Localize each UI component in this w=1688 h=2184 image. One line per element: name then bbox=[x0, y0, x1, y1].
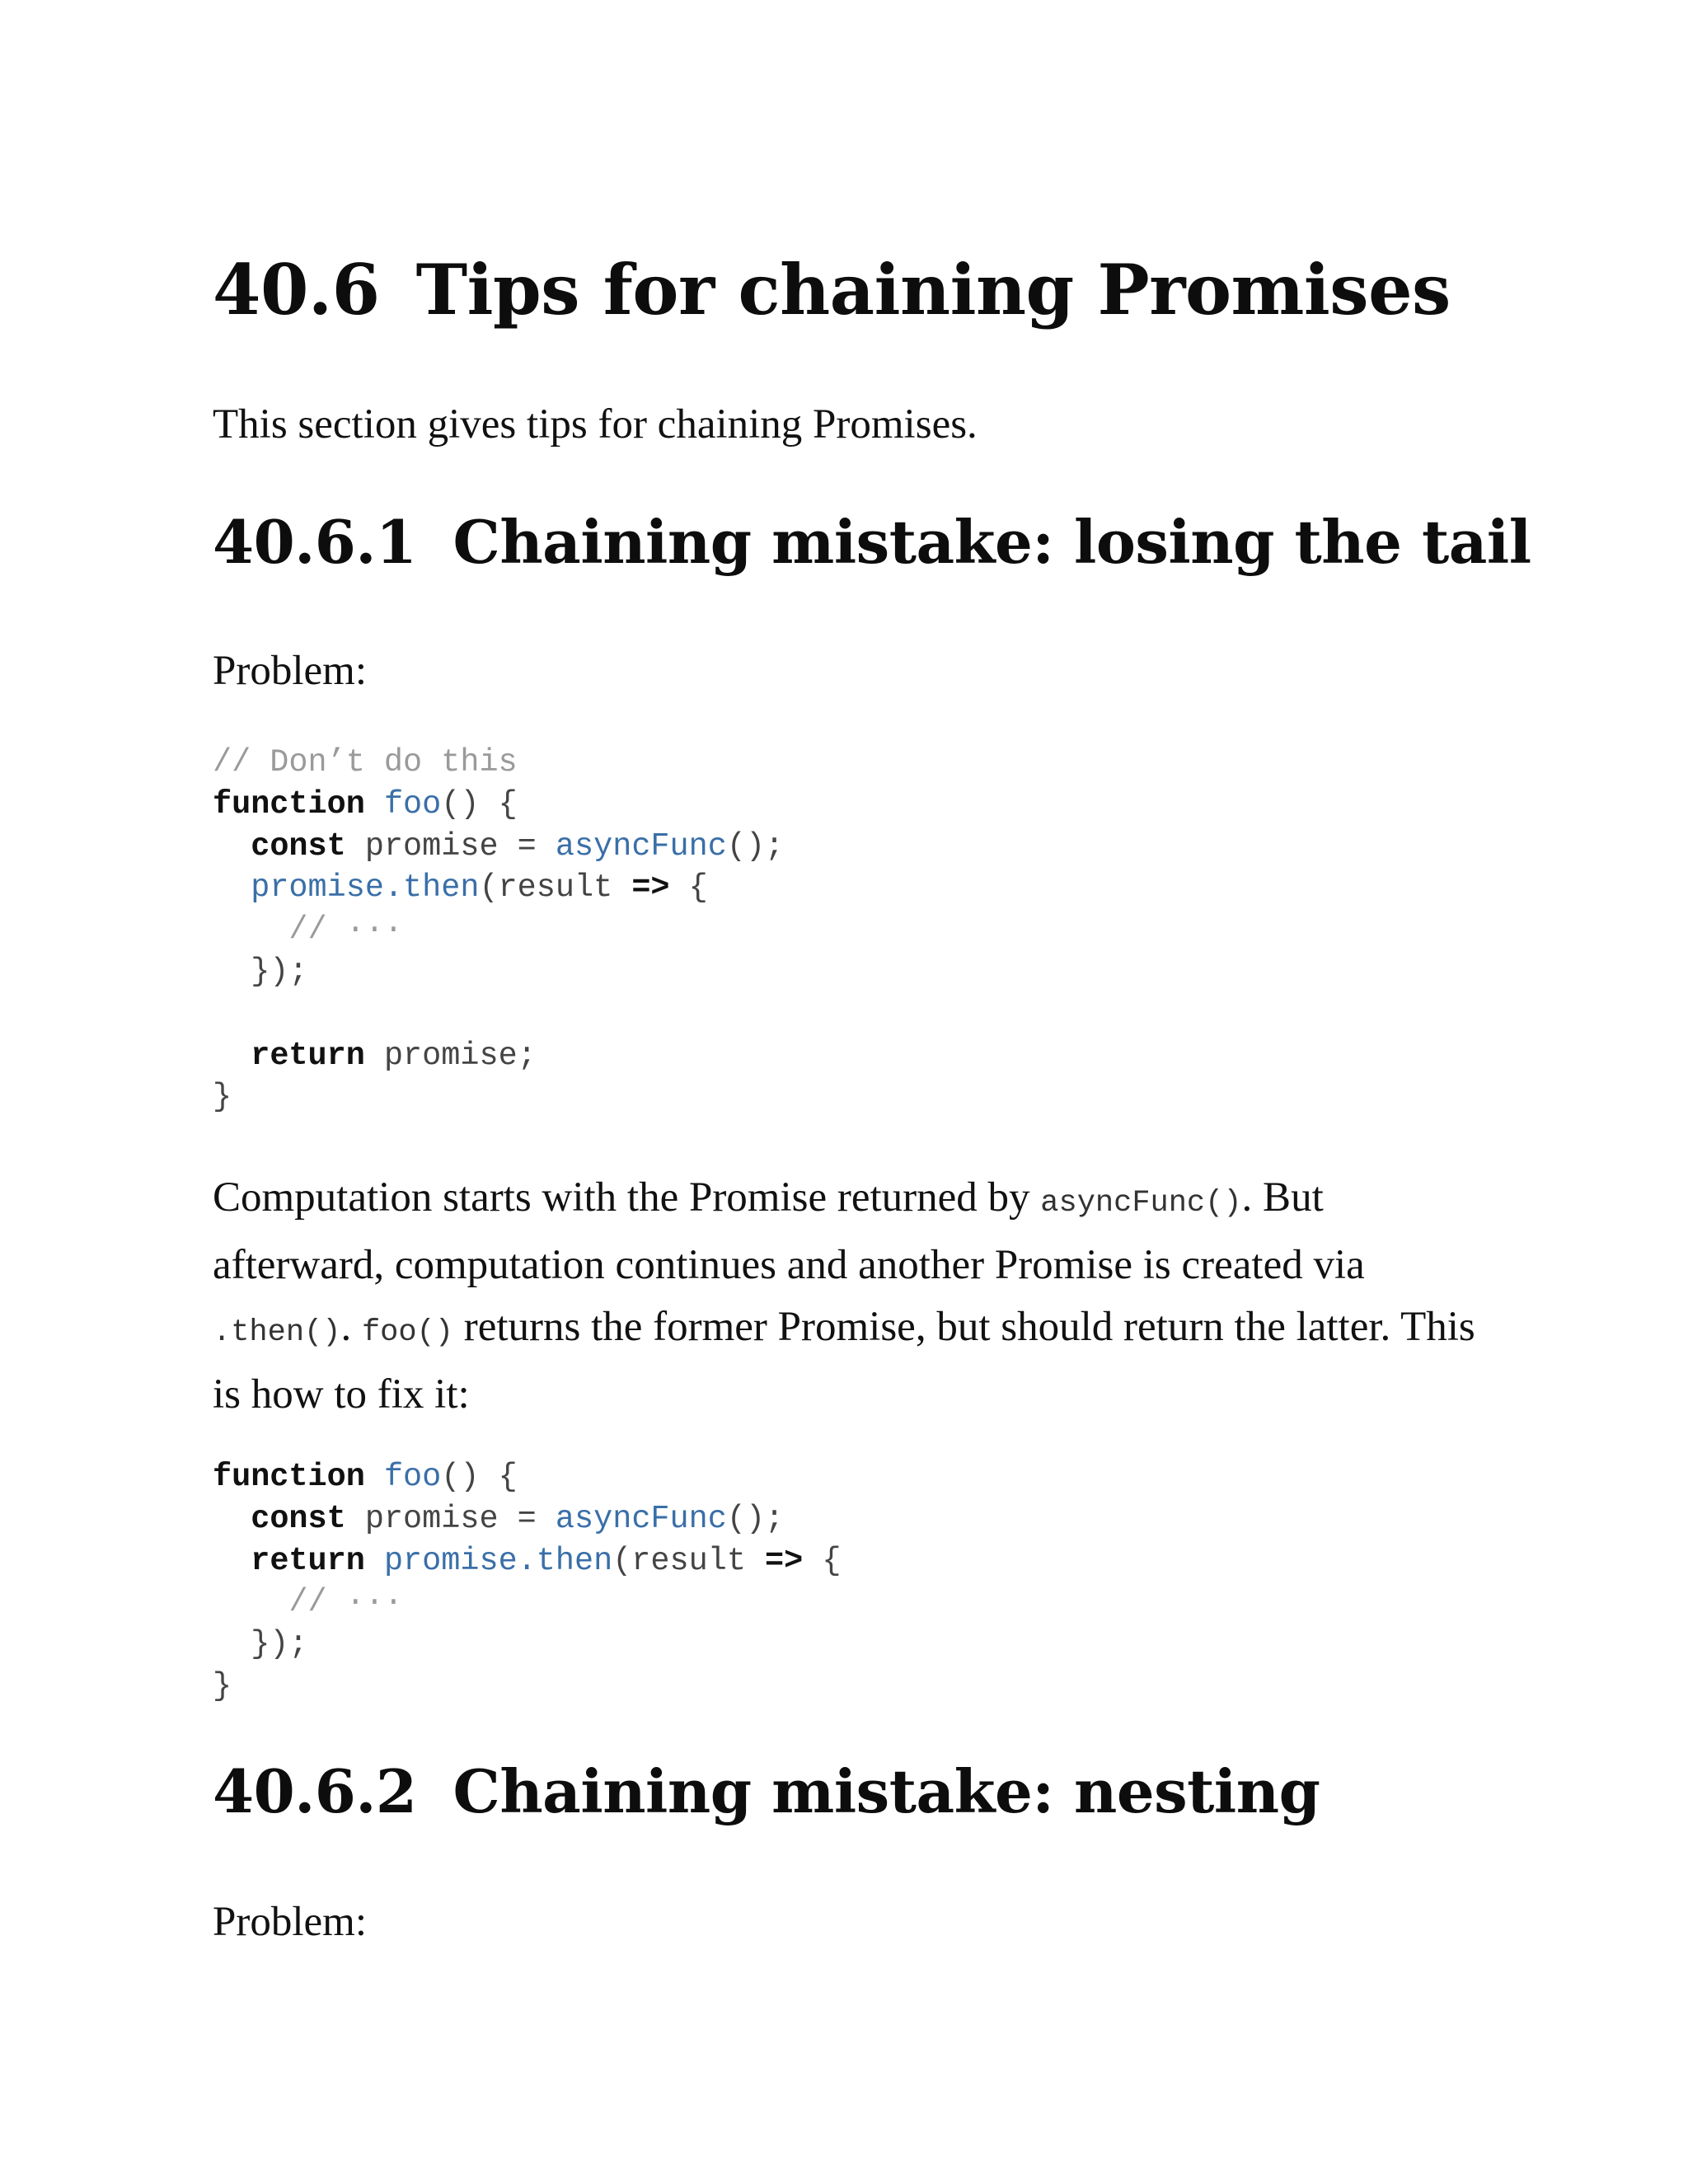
section-heading bbox=[213, 249, 1451, 330]
section-intro: This section gives tips for chaining Promises. bbox=[213, 401, 978, 448]
subsection-1-heading bbox=[213, 507, 1531, 577]
code-token: => bbox=[631, 869, 670, 907]
subsection-2-number: 40.6.2 bbox=[213, 1756, 417, 1826]
code-token: () { bbox=[441, 1459, 518, 1495]
code-line bbox=[213, 1582, 841, 1624]
code-line bbox=[213, 1624, 841, 1666]
problem-label-1: Problem: bbox=[213, 648, 367, 694]
explanation-text-1: Computation starts with the Promise returned by bbox=[213, 1174, 1041, 1221]
section-number: 40.6 bbox=[213, 249, 380, 330]
section-title: Tips for chaining Promises bbox=[415, 249, 1451, 330]
code-line bbox=[213, 1540, 841, 1582]
code-token: foo bbox=[383, 785, 442, 823]
code-line bbox=[213, 1666, 841, 1708]
code-token bbox=[365, 1543, 384, 1579]
code-token: } bbox=[213, 1079, 232, 1116]
code-token: promise = bbox=[345, 827, 556, 865]
code-token: const bbox=[251, 827, 346, 865]
inline-code-asyncfunc: asyncFunc() bbox=[1040, 1186, 1242, 1221]
explanation-text-4: returns the former Promise, but should return the latter. This is how to fix it: bbox=[213, 1304, 1475, 1418]
code-line bbox=[213, 909, 784, 951]
code-token: // ··· bbox=[213, 912, 404, 949]
code-token bbox=[213, 828, 251, 865]
subsection-1-number: 40.6.1 bbox=[213, 507, 417, 577]
code-token: // ··· bbox=[213, 1584, 404, 1621]
code-token: function bbox=[213, 785, 365, 823]
code-line bbox=[213, 826, 784, 868]
code-token: // Don’t do this bbox=[213, 744, 518, 780]
code-block-fix bbox=[213, 1456, 841, 1708]
code-token bbox=[365, 786, 384, 823]
inline-code-then: .then() bbox=[213, 1315, 341, 1350]
subsection-2-title: Chaining mistake: nesting bbox=[452, 1756, 1320, 1826]
code-token: => bbox=[765, 1542, 804, 1579]
code-line bbox=[213, 951, 784, 993]
code-line bbox=[213, 867, 784, 909]
code-token bbox=[213, 1038, 251, 1074]
code-token: promise = bbox=[345, 1500, 556, 1537]
code-token: (); bbox=[726, 1500, 785, 1537]
code-token: return bbox=[251, 1542, 365, 1579]
code-line bbox=[213, 993, 784, 1035]
code-token bbox=[365, 1459, 384, 1495]
code-token: promise.then bbox=[383, 1542, 613, 1579]
problem-label-2: Problem: bbox=[213, 1899, 367, 1945]
code-token: (result bbox=[479, 869, 632, 907]
code-token: }); bbox=[213, 953, 308, 990]
code-line bbox=[213, 784, 784, 826]
explanation-text-2: . But afterward, computation continues and another Promise is created via bbox=[213, 1174, 1365, 1288]
code-token: promise.then bbox=[251, 869, 480, 907]
explanation-paragraph bbox=[213, 1167, 1498, 1426]
code-line bbox=[213, 1035, 784, 1077]
code-token: }); bbox=[213, 1626, 308, 1663]
subsection-2-heading bbox=[213, 1756, 1320, 1826]
code-token: () { bbox=[441, 785, 518, 823]
code-token: } bbox=[213, 1667, 232, 1704]
code-line bbox=[213, 1076, 784, 1118]
code-token: (result bbox=[612, 1542, 766, 1579]
code-token bbox=[213, 1543, 251, 1579]
subsection-1-title: Chaining mistake: losing the tail bbox=[452, 507, 1531, 577]
code-token: asyncFunc bbox=[555, 827, 727, 865]
code-block-problem bbox=[213, 742, 784, 1118]
code-line bbox=[213, 1498, 841, 1540]
code-token: { bbox=[803, 1542, 842, 1579]
code-token: asyncFunc bbox=[555, 1500, 727, 1537]
code-token: function bbox=[213, 1459, 365, 1495]
code-token: (); bbox=[726, 827, 785, 865]
code-token: foo bbox=[383, 1459, 442, 1495]
code-token: { bbox=[669, 869, 708, 907]
code-token: return bbox=[251, 1037, 365, 1074]
code-line bbox=[213, 1456, 841, 1498]
code-token: promise; bbox=[364, 1037, 537, 1074]
code-token bbox=[213, 1501, 251, 1537]
code-line bbox=[213, 742, 784, 784]
code-token bbox=[213, 869, 251, 906]
code-token: const bbox=[251, 1500, 346, 1537]
inline-code-foo: foo() bbox=[361, 1315, 453, 1350]
explanation-text-3: . bbox=[340, 1304, 362, 1350]
